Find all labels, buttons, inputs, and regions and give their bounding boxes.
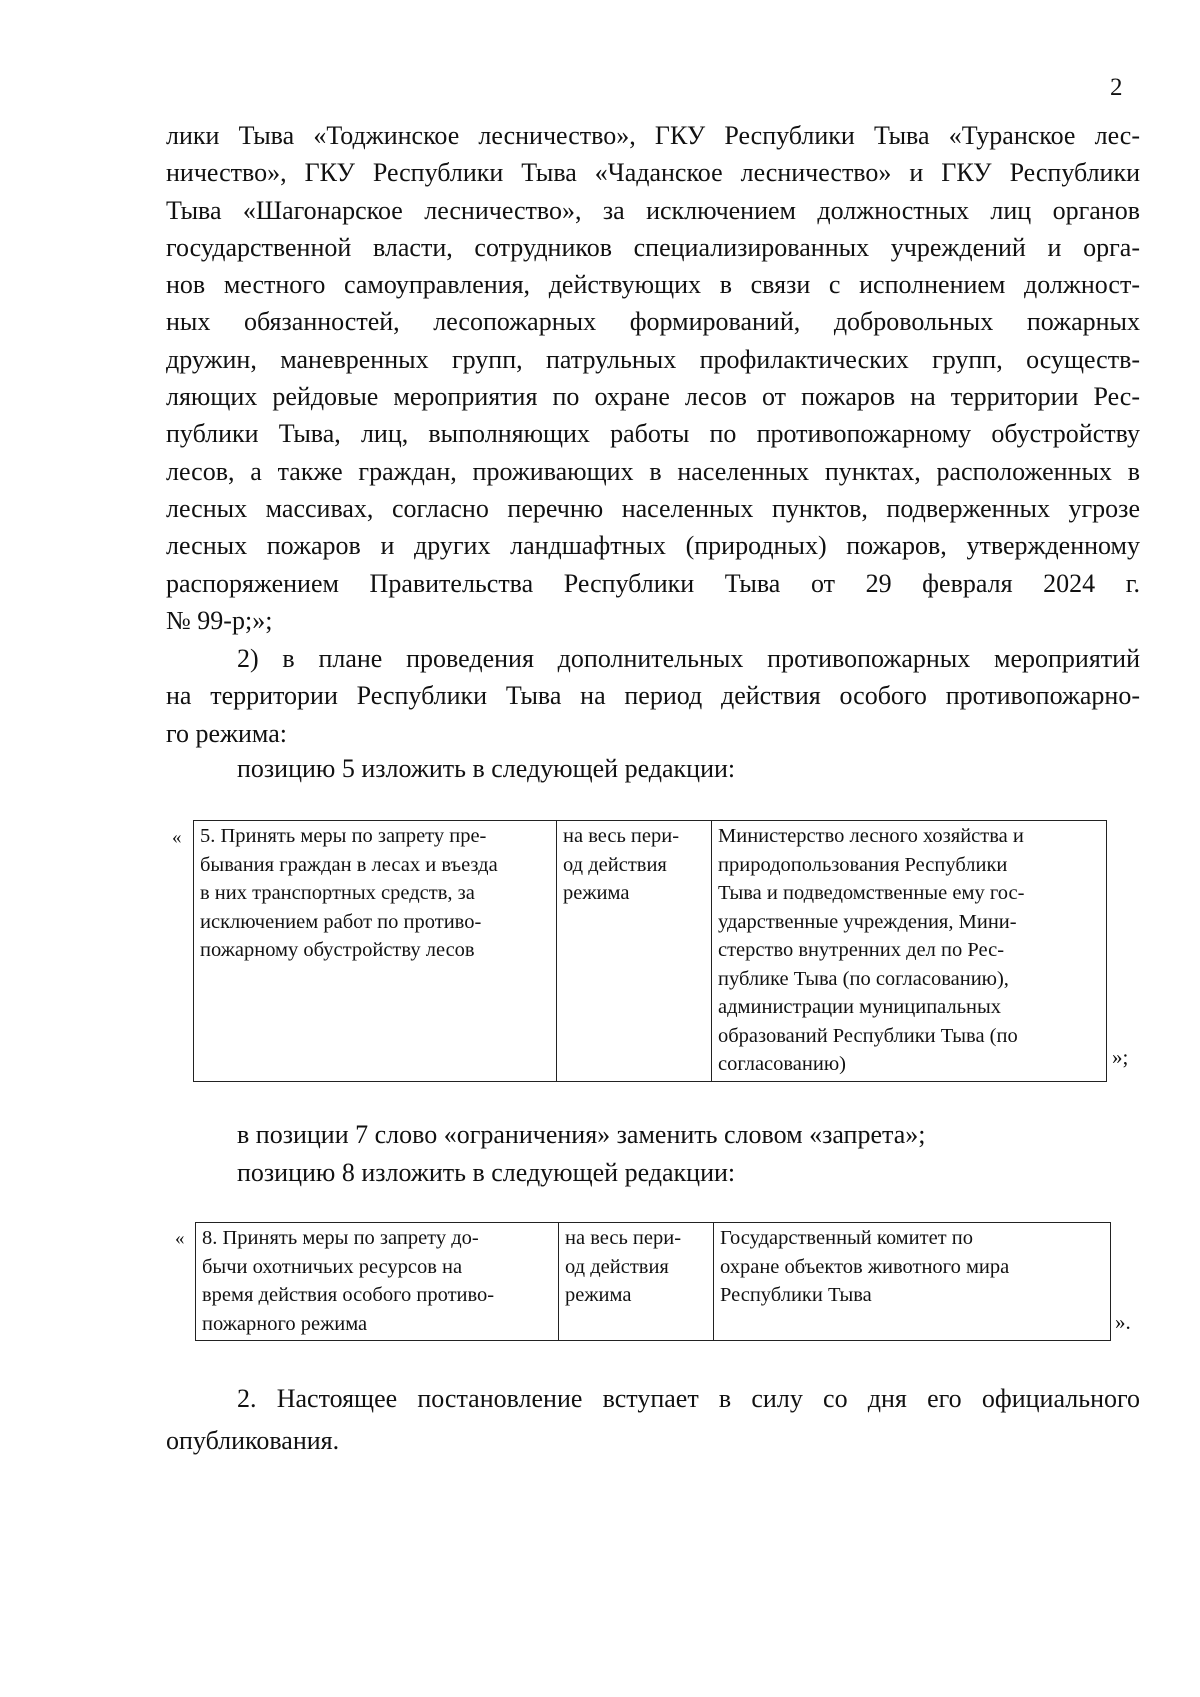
cell-line: од действия	[563, 853, 667, 876]
text-line: 2) в плане проведения дополнительных противопожарных мероприятий	[237, 644, 1140, 673]
continuation-paragraph	[166, 117, 1140, 639]
table-8-period-cell	[559, 1223, 714, 1341]
cell-line: 8. Принять меры по запрету до-	[202, 1227, 479, 1249]
text-line: ных обязанностей, лесопожарных формирований, добровольных пожарных	[166, 307, 1140, 337]
instruction-position-8: позицию 8 изложить в следующей редакции:	[237, 1158, 736, 1187]
cell-line: бывания граждан в лесах и въезда	[200, 853, 498, 876]
table-8-open-quote: «	[175, 1228, 185, 1249]
cell-line: Тыва и подведомственные ему гос-	[718, 882, 1025, 904]
cell-line: публике Тыва (по согласованию),	[718, 967, 1009, 990]
text-line: публики Тыва, лиц, выполняющих работы по противопожарному обустройству	[166, 419, 1140, 449]
table-5-action-cell	[194, 821, 557, 1082]
text-line: лесов, а также граждан, проживающих в населенных пунктах, расположенных в	[166, 456, 1140, 486]
table-5-period-cell	[557, 821, 712, 1082]
cell-line: стерство внутренних дел по Рес-	[718, 939, 1005, 961]
text-line: дружин, маневренных групп, патрульных профилактических групп, осуществ-	[166, 344, 1140, 374]
text-line: ничество», ГКУ Республики Тыва «Чаданское лесничество» и ГКУ Республики	[166, 158, 1140, 188]
text-line: № 99-р;»;	[166, 605, 273, 635]
text-line: опубликования.	[166, 1426, 340, 1455]
table-8-close-quote: ».	[1115, 1310, 1131, 1334]
text-line: 2. Настоящее постановление вступает в силу со дня его официального	[237, 1384, 1140, 1413]
table-5-close-quote: »;	[1112, 1045, 1129, 1069]
cell-line: режима	[565, 1284, 632, 1306]
cell-line: режима	[563, 882, 630, 904]
table-5-open-quote: «	[172, 827, 182, 848]
text-line: лесных пожаров и других ландшафтных (природных) пожаров, утвержденному	[166, 531, 1140, 561]
text-line: распоряжением Правительства Республики Тыва от 29 февраля 2024 г.	[166, 568, 1140, 598]
item-2-paragraph	[166, 640, 1140, 752]
cell-line: пожарного режима	[202, 1312, 368, 1335]
cell-line: Министерство лесного хозяйства и	[718, 825, 1024, 847]
instruction-position-7: в позиции 7 слово «ограничения» заменить словом «запрета»;	[237, 1120, 926, 1149]
cell-line: ударственные учреждения, Мини-	[718, 910, 1017, 933]
text-line: на территории Республики Тыва на период действия особого противопожарно-	[166, 681, 1140, 711]
table-8-responsible-cell	[714, 1223, 1111, 1341]
cell-line: од действия	[565, 1255, 669, 1278]
table-5-responsible-cell	[712, 821, 1107, 1082]
cell-line: Республики Тыва	[720, 1284, 872, 1306]
cell-line: исключением работ по противо-	[200, 910, 482, 933]
cell-line: согласованию)	[718, 1053, 846, 1075]
text-line: государственной власти, сотрудников специализированных учреждений и орга-	[166, 232, 1140, 262]
table-row	[194, 821, 1107, 1082]
cell-line: в них транспортных средств, за	[200, 882, 475, 904]
table-row	[196, 1223, 1111, 1341]
instruction-position-5: позицию 5 изложить в следующей редакции:	[237, 754, 736, 783]
cell-line: на весь пери-	[563, 825, 680, 847]
cell-line: время действия особого противо-	[202, 1284, 495, 1306]
cell-line: на весь пери-	[565, 1227, 682, 1249]
text-line: нов местного самоуправления, действующих в связи с исполнением должност-	[166, 270, 1140, 300]
text-line: го режима:	[166, 718, 287, 748]
cell-line: администрации муниципальных	[718, 996, 1002, 1018]
cell-line: природопользования Республики	[718, 853, 1008, 876]
position-8-table	[195, 1222, 1111, 1341]
cell-line: охране объектов животного мира	[720, 1255, 1010, 1278]
page-number: 2	[1110, 74, 1123, 101]
text-line: лесных массивах, согласно перечню населенных пунктов, подверженных угрозе	[166, 493, 1140, 523]
table-8-action-cell	[196, 1223, 559, 1341]
cell-line: Государственный комитет по	[720, 1227, 973, 1249]
cell-line: 5. Принять меры по запрету пре-	[200, 825, 487, 847]
closing-paragraph	[166, 1378, 1140, 1462]
cell-line: бычи охотничьих ресурсов на	[202, 1255, 463, 1278]
position-5-table	[193, 820, 1107, 1082]
text-line: Тыва «Шагонарское лесничество», за исключением должностных лиц органов	[166, 195, 1140, 225]
cell-line: образований Республики Тыва (по	[718, 1024, 1018, 1047]
text-line: лики Тыва «Тоджинское лесничество», ГКУ Республики Тыва «Туранское лес-	[166, 121, 1140, 150]
cell-line: пожарному обустройству лесов	[200, 939, 475, 961]
text-line: ляющих рейдовые мероприятия по охране лесов от пожаров на территории Рес-	[166, 382, 1140, 412]
